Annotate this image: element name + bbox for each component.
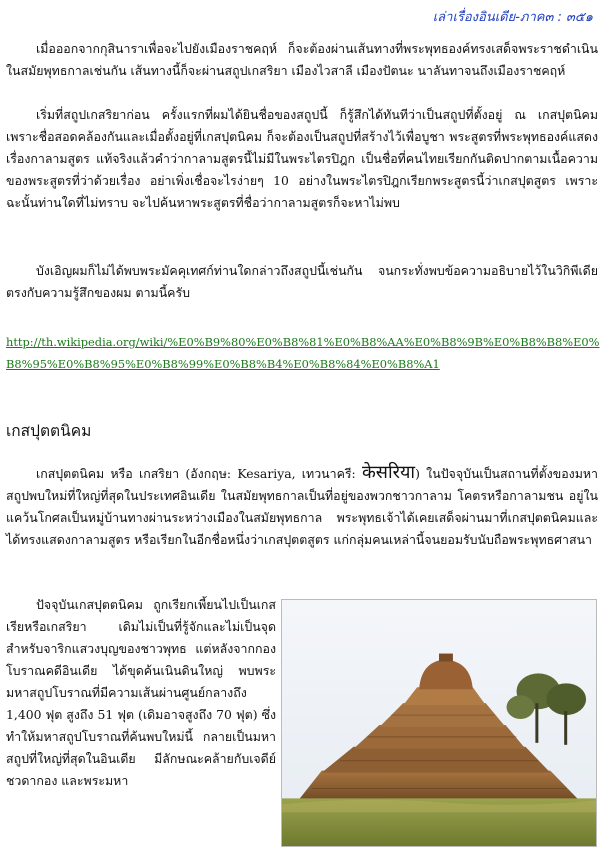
paragraph-text: เริ่มที่สถูปเกสริยาก่อน ครั้งแรกที่ผมได้ยินชื่อของสถูปนี้ ก็รู้สึกได้ทันทีว่าเป็นสถูปที่ตั้งอยู่ ณ เกสปุตนิคม เพราะชื่อสอดคล้องกันและเมื่อตั้งอยู่ที่เกสปุตนิคม ก็จะต้องเป็นสถูปที่สร้างไว้เพื่อบูชา พระสูตรที่พระพุทธองค์แสดงเรื่องกาลามสูตร แท้จริงแล้วคำว่ากาลามสูตรนี้ไม่มีในพระไตรปิฎก เป็นชื่อที่คนไทยเรียกกันติดปากตามเนื้อความของพระสูตรที่ว่าด้วยเรื่อง อย่าเพิ่งเชื่อจะไรง่ายๆ 10 อย่างในพระไตรปิฎกเรียกพระสูตรนี้ว่าเกสปุตสูตร เพราะฉะนั้นท่านใดที่ไม่ทราบ จะไปค้นหาพระสูตรที่ชื่อว่ากาลามสูตรก็จะหาไม่พบ: [6, 107, 598, 210]
devanagari-name: केसरिया: [361, 462, 416, 483]
paragraph-wikipedia-mention: [6, 260, 598, 304]
wikipedia-link[interactable]: http://th.wikipedia.org/wiki/%E0%B9%80%E0%B8%81%E0%B8%AA%E0%B8%9B%E0%B8%B8%E0%B8%95%E0%B8%95%E0%B8%99%E0%B8%B4%E0%B8%84%E0%B8%A1: [6, 335, 600, 371]
paragraph-text: [6, 462, 598, 551]
running-header: เล่าเรื่องอินเดีย-ภาค๓ : ๓๕๑: [432, 10, 593, 25]
paragraph-text: เมื่อออกจากกุสินาราเพื่อจะไปยังเมืองราชคฤห์ ก็จะต้องผ่านเส้นทางที่พระพุทธองค์ทรงเสด็จพระราชดำเนิน ในสมัยพุทธกาลเช่นกัน เส้นทางนี้ก็จะผ่านสถูปเกสริยา เมืองไวสาลี เมืองปัตนะ นาลันทาจนถึงเมืองราชคฤห์: [6, 41, 598, 78]
kesariya-stupa-photo: [281, 599, 597, 847]
paragraph-kesariya-definition: [6, 462, 598, 551]
definition-start: เกสปุตตนิคม หรือ เกสริยา (อังกฤษ: Kesariya, เทวนาครี:: [36, 466, 362, 481]
definition-rest: ) ในปัจจุบันเป็นสถานที่ตั้งของมหาสถูปพบใหม่ที่ใหญ่ที่สุดในประเทศอินเดีย ในสมัยพุทธกาลเป็นที่อยู่ของพวกชาวกาลาม โคตรหรือกาลามชน อยู่ในแคว้นโกศลเป็นหมู่บ้านทางผ่านระหว่างเมืองในสมัยพุทธกาล พระพุทธเจ้าได้เคยเสด็จผ่านมาที่เกสปุตตนิคมและได้ทรงแสดงกาลามสูตร หรือเรียกในอีกชื่อหนึ่งว่าเกสปุตตสูตร แก่กลุ่มคนเหล่านี้จนยอมรับนับถือพระพุทธศาสนา: [6, 466, 598, 547]
paragraph-journey: [6, 38, 598, 82]
paragraph-text: ปัจจุบันเกสปุตตนิคม ถูกเรียกเพี้ยนไปเป็นเกสเรียหรือเกสริยา เดิมไม่เป็นที่รู้จักและไม่เป็นจุดสำหรับจาริกแสวงบุญของชาวพุทธ แต่หลังจากกองโบราณคดีอินเดีย ได้ขุดค้นเนินดินใหญ่ พบพระมหาสถูปโบราณที่มีความเส้นผ่านศูนย์กลางถึง 1,400 ฟุต สูงถึง 51 ฟุต (เดิมอาจสูงถึง 70 ฟุต) ซึ่งทำให้มหาสถูปโบราณที่ค้นพบใหม่นี้ กลายเป็นมหาสถูปที่ใหญ่ที่สุดในอินเดีย มีลักษณะคล้ายกับเจดีย์ชวดากอง และพระมหา: [6, 597, 276, 788]
section-title: เกสปุตตนิคม: [6, 422, 92, 440]
paragraph-text: บังเอิญผมก็ไม่ได้พบพระมัคคุเทศก์ท่านใดกล่าวถึงสถูปนี้เช่นกัน จนกระทั่งพบข้อความอธิบายไว้ในวิกิพีเดียตรงกับความรู้สึกของผม ตามนี้ครับ: [6, 263, 598, 300]
paragraph-present-day: [6, 594, 276, 792]
paragraph-kesaputta-intro: [6, 104, 598, 214]
stupa-illustration: [282, 600, 596, 846]
